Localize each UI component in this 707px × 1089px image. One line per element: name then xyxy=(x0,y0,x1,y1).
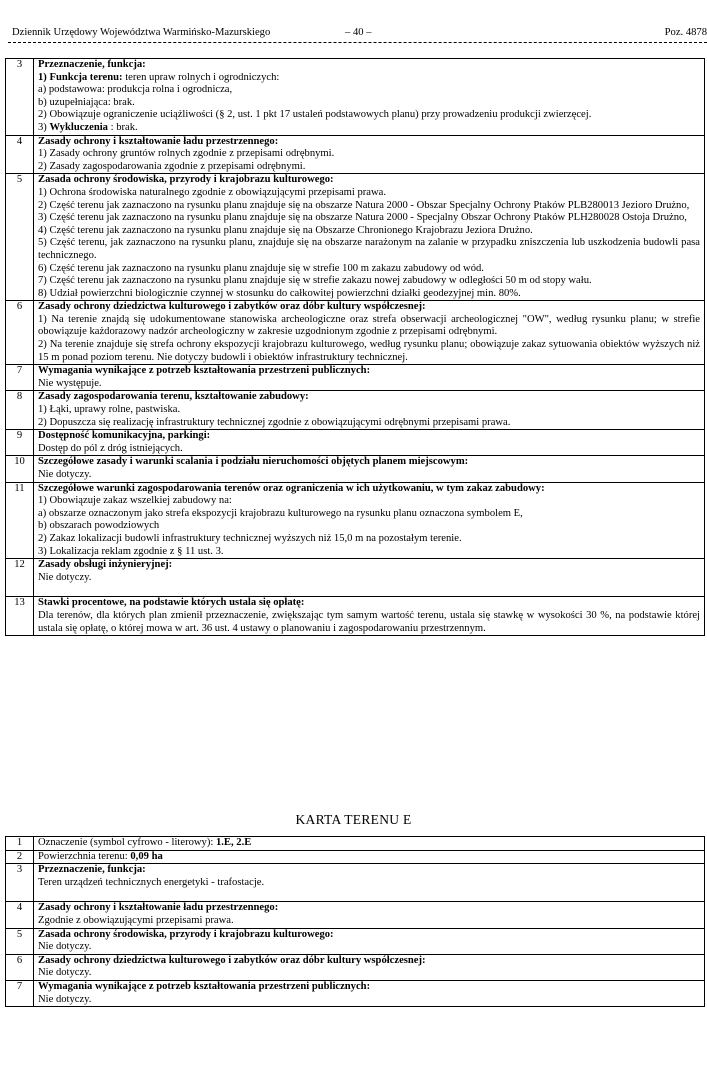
row-line xyxy=(38,187,700,200)
row-number: 13 xyxy=(6,597,34,636)
row-title: Dostępność komunikacyjna, parkingi: xyxy=(38,430,211,442)
line-bold: 1) Funkcja terenu: xyxy=(38,71,123,83)
row-title: Stawki procentowe, na podstawie których ustala się opłatę: xyxy=(38,597,305,609)
terrain-card-table xyxy=(5,58,705,636)
table-row xyxy=(6,482,705,559)
row-title: Zasady zagospodarowania terenu, kształtowanie zabudowy: xyxy=(38,391,309,403)
line-text: 5) Część terenu, jak zaznaczono na rysunku planu, znajduje się na obszarze narażonym na zalanie w przypadku zniszczenia lub uszkodzenia budowli pasa technicznego. xyxy=(38,237,700,261)
table-row xyxy=(6,59,705,136)
row-content xyxy=(34,850,705,864)
line-text: 1) Obowiązuje zakaz wszelkiej zabudowy na: xyxy=(38,495,232,507)
row-line xyxy=(38,915,700,928)
row-number: 2 xyxy=(6,850,34,864)
row-content xyxy=(34,928,705,954)
row-number: 8 xyxy=(6,391,34,430)
table-row xyxy=(6,902,705,928)
row-line xyxy=(38,404,700,417)
line-text: Powierzchnia terenu: xyxy=(38,850,131,862)
row-number: 10 xyxy=(6,456,34,482)
line-text: 2) Dopuszcza się realizację infrastruktury technicznej zgodnie z obowiązującymi odrębnymi przepisami prawa. xyxy=(38,416,511,428)
line-text: 1) Zasady ochrony gruntów rolnych zgodnie z przepisami odrębnymi. xyxy=(38,148,335,160)
row-line xyxy=(38,508,700,521)
row-title: Zasada ochrony środowiska, przyrody i krajobrazu kulturowego: xyxy=(38,174,334,186)
table-row xyxy=(6,391,705,430)
line-text: Dla terenów, dla których plan zmienił przeznaczenie, zwiększając tym samym wartość terenu, ustala się stawkę w wysokości 30 %, na podstawie której ustala się opłatę, o której mowa w art. 36 ust. 4 ustawy o planowaniu i zagospodarowaniu przestrzennym. xyxy=(38,609,700,634)
row-line xyxy=(38,520,700,533)
row-title: Zasada ochrony środowiska, przyrody i krajobrazu kulturowego: xyxy=(38,928,334,940)
line-text: 3) Lokalizacja reklam zgodnie z § 11 ust. 3. xyxy=(38,545,224,557)
table-row xyxy=(6,365,705,391)
line-text: Dostęp do pól z dróg istniejących. xyxy=(38,442,183,454)
line-bold: Wykluczenia xyxy=(49,121,108,133)
row-number: 5 xyxy=(6,928,34,954)
line-text: 1) Łąki, uprawy rolne, pastwiska. xyxy=(38,404,181,416)
table-row xyxy=(6,980,705,1006)
table-row xyxy=(6,954,705,980)
table-row xyxy=(6,174,705,301)
row-line xyxy=(38,109,700,122)
table-row xyxy=(6,301,705,365)
row-content xyxy=(34,135,705,174)
row-line xyxy=(38,161,700,174)
row-line xyxy=(38,97,700,110)
row-title: Zasady ochrony dziedzictwa kulturowego i zabytków oraz dóbr kultury współczesnej: xyxy=(38,954,426,966)
line-text: 6) Część terenu jak zaznaczono na rysunku planu znajduje się w strefie 100 m zakazu zabudowy od wód. xyxy=(38,262,484,274)
line-text: Nie dotyczy. xyxy=(38,571,92,583)
row-number: 1 xyxy=(6,837,34,851)
line-text: 2) Zasady zagospodarowania zgodnie z przepisami odrębnymi. xyxy=(38,160,306,172)
line-bold: 1.E, 2.E xyxy=(215,837,252,848)
line-text: 3) Część terenu jak zaznaczono na rysunku planu znajduje się na obszarze Natura 2000 - Specjalny Obszar Ochrony Ptaków PLH280028 Ostoja Drużno, xyxy=(38,212,687,224)
line-text: 2) Część terenu jak zaznaczono na rysunku planu znajduje się na obszarze Natura 2000 - Obszar Specjalny Ochrony Ptaków PLB280013 Jezioro Drużno, xyxy=(38,199,690,211)
row-content xyxy=(34,430,705,456)
row-line xyxy=(38,443,700,456)
row-number: 9 xyxy=(6,430,34,456)
row-title: Szczegółowe zasady i warunki scalania i podziału nieruchomości objętych planem miejscowym: xyxy=(38,456,469,468)
row-number: 12 xyxy=(6,559,34,597)
row-content xyxy=(34,365,705,391)
table-row xyxy=(6,456,705,482)
row-line xyxy=(38,122,700,135)
line-text: 4) Część terenu jak zaznaczono na rysunku planu znajduje się na Obszarze Chronionego Krajobrazu Jeziora Drużno. xyxy=(38,224,533,236)
line-text: Nie dotyczy. xyxy=(38,941,92,953)
row-content xyxy=(34,837,705,851)
row-content xyxy=(34,597,705,636)
row-line xyxy=(38,225,700,238)
row-line xyxy=(38,533,700,546)
row-content xyxy=(34,59,705,136)
line-text: Nie dotyczy. xyxy=(38,993,92,1005)
row-content xyxy=(34,864,705,902)
line-text: 8) Udział powierzchni biologicznie czynnej w stosunku do całkowitej powierzchni działki geodezyjnej min. 80%. xyxy=(38,287,521,299)
row-title: Wymagania wynikające z potrzeb kształtowania przestrzeni publicznych: xyxy=(38,365,371,377)
row-content xyxy=(34,902,705,928)
line-text: Nie dotyczy. xyxy=(38,469,92,480)
line-text: Nie dotyczy. xyxy=(38,967,92,979)
row-number: 6 xyxy=(6,301,34,365)
table-row xyxy=(6,597,705,636)
line-bold: 0,09 ha xyxy=(130,850,163,862)
row-line xyxy=(38,495,700,508)
row-line xyxy=(38,212,700,225)
row-number: 4 xyxy=(6,135,34,174)
table-row xyxy=(6,850,705,864)
table-row xyxy=(6,837,705,851)
row-line xyxy=(38,546,700,559)
position-number: Poz. 4878 xyxy=(664,27,707,38)
row-line xyxy=(38,417,700,430)
row-content xyxy=(34,301,705,365)
row-spacer xyxy=(38,584,700,596)
table-row xyxy=(6,864,705,902)
row-content xyxy=(34,174,705,301)
line-text: a) obszarze oznaczonym jako strefa ekspozycji krajobrazu kulturowego na rysunku planu oznaczona symbolem E, xyxy=(38,507,523,519)
row-line xyxy=(38,877,700,890)
row-line xyxy=(38,994,700,1007)
row-line xyxy=(38,314,700,339)
row-number: 3 xyxy=(6,864,34,902)
row-number: 5 xyxy=(6,174,34,301)
row-line xyxy=(38,378,700,391)
row-line xyxy=(38,148,700,161)
table-row xyxy=(6,928,705,954)
terrain-card-e-table xyxy=(5,836,705,1007)
line-prefix: 3) xyxy=(38,121,50,133)
row-number: 7 xyxy=(6,980,34,1006)
line-text: Zgodnie z obowiązującymi przepisami prawa. xyxy=(38,914,234,926)
row-line xyxy=(38,288,700,301)
table-row xyxy=(6,430,705,456)
line-text: a) podstawowa: produkcja rolna i ogrodnicza, xyxy=(38,84,233,96)
row-line xyxy=(38,572,700,585)
row-number: 7 xyxy=(6,365,34,391)
row-number: 4 xyxy=(6,902,34,928)
line-text: 1) Ochrona środowiska naturalnego zgodnie z obowiązującymi przepisami prawa. xyxy=(38,186,387,198)
row-content xyxy=(34,456,705,482)
line-text: teren upraw rolnych i ogrodniczych: xyxy=(122,71,280,83)
page-number: – 40 – xyxy=(345,27,372,38)
row-number: 3 xyxy=(6,59,34,136)
section-title: KARTA TERENU E xyxy=(295,812,412,827)
line-text: 2) Zakaz lokalizacji budowli infrastruktury technicznej wyższych niż 15,0 m na pozostałym terenie. xyxy=(38,532,462,544)
row-line xyxy=(38,941,700,954)
line-text: b) uzupełniająca: brak. xyxy=(38,96,135,108)
row-number: 6 xyxy=(6,954,34,980)
row-line xyxy=(38,72,700,85)
page-header xyxy=(8,26,707,40)
table-row xyxy=(6,135,705,174)
row-spacer xyxy=(38,889,700,901)
row-line xyxy=(38,237,700,262)
row-line xyxy=(38,967,700,980)
row-line xyxy=(38,263,700,276)
row-content xyxy=(34,482,705,559)
line-text: 1) Na terenie znajdą się udokumentowane stanowiska archeologiczne oraz strefa obserwacji archeologicznej "OW", według rysunku planu; w strefie obowiązuje każdorazowy nadzór archeologiczny w zakresie uzgodnionym zgodnie z przepisami odrębnymi. xyxy=(38,313,700,338)
row-title: Szczegółowe warunki zagospodarowania terenów oraz ograniczenia w ich użytkowaniu, w tym zakaz zabudowy: xyxy=(38,482,545,494)
row-title: Przeznaczenie, funkcja: xyxy=(38,864,146,876)
line-text: Oznaczenie (symbol cyfrowo - literowy): xyxy=(38,837,216,848)
row-title: Przeznaczenie, funkcja: xyxy=(38,59,146,70)
row-content xyxy=(34,391,705,430)
row-line xyxy=(38,469,700,482)
table-row xyxy=(6,559,705,597)
row-number: 11 xyxy=(6,482,34,559)
header-rule xyxy=(8,42,707,43)
line-text: Nie występuje. xyxy=(38,377,102,389)
line-text: 2) Na terenie znajduje się strefa ochrony ekspozycji krajobrazu kulturowego, według rysunku planu; obowiązuje zakaz sytuowania obiektów wyższych niż 15 m ponad poziom terenu. Nie dotyczy budowli i obiektów infrastruktury technicznej. xyxy=(38,339,700,363)
row-line xyxy=(38,837,700,850)
line-text: b) obszarach powodziowych xyxy=(38,520,160,532)
row-content xyxy=(34,954,705,980)
row-line xyxy=(38,275,700,288)
row-line xyxy=(38,851,700,864)
line-text: 2) Obowiązuje ograniczenie uciążliwości (§ 2, ust. 1 pkt 17 ustaleń podstawowych planu) przy prowadzeniu produkcji zwierzęcej. xyxy=(38,109,592,121)
line-text: : brak. xyxy=(107,121,138,133)
row-title: Zasady ochrony dziedzictwa kulturowego i zabytków oraz dóbr kultury współczesnej: xyxy=(38,301,426,313)
row-line xyxy=(38,200,700,213)
row-title: Wymagania wynikające z potrzeb kształtowania przestrzeni publicznych: xyxy=(38,980,371,992)
row-line xyxy=(38,610,700,635)
row-title: Zasady ochrony i kształtowanie ładu przestrzennego: xyxy=(38,902,279,914)
row-title: Zasady obsługi inżynieryjnej: xyxy=(38,559,173,571)
row-content xyxy=(34,980,705,1006)
journal-title: Dziennik Urzędowy Województwa Warmińsko-Mazurskiego xyxy=(12,27,271,38)
row-line xyxy=(38,84,700,97)
row-line xyxy=(38,339,700,364)
line-text: 7) Część terenu jak zaznaczono na rysunku planu znajduje się w strefie zakazu nowej zabudowy w odległości 50 m od stopy wału. xyxy=(38,275,592,287)
line-text: Teren urządzeń technicznych energetyki - trafostacje. xyxy=(38,876,265,888)
row-title: Zasady ochrony i kształtowanie ładu przestrzennego: xyxy=(38,135,279,147)
row-content xyxy=(34,559,705,597)
